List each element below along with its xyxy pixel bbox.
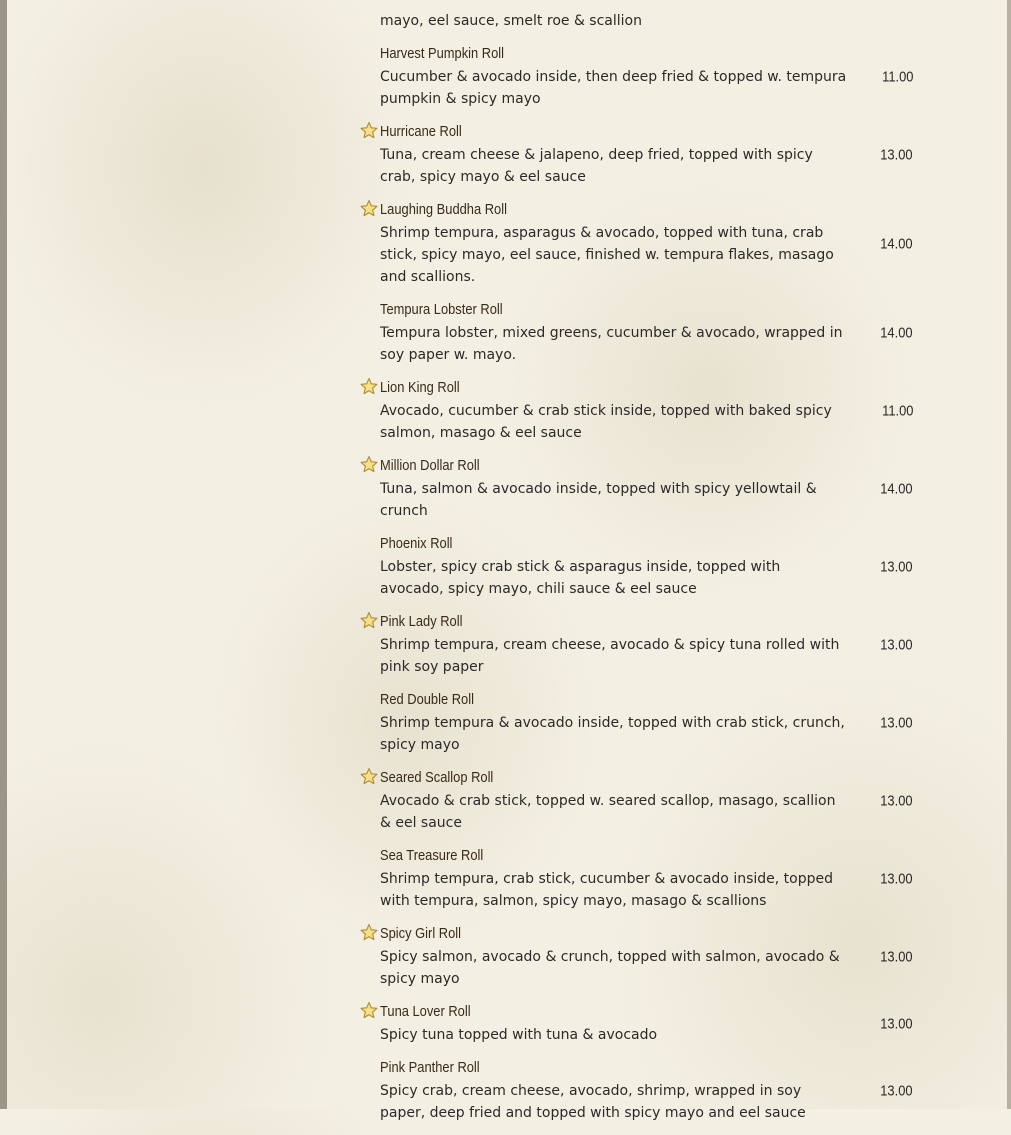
menu-item bbox=[357, 43, 917, 110]
menu-item-price: 13.00 bbox=[880, 558, 913, 575]
menu-item-price: 13.00 bbox=[880, 636, 913, 653]
star-icon bbox=[359, 121, 379, 140]
menu-item-price: 13.00 bbox=[880, 870, 913, 887]
menu-item-description: Shrimp tempura, crab stick, cucumber & avocado inside, topped with tempura, salmon, spicy mayo, masago & scallions bbox=[380, 871, 833, 909]
menu-item-name: Tempura Lobster Roll bbox=[380, 301, 503, 318]
menu-item-description: Tempura lobster, mixed greens, cucumber & avocado, wrapped in soy paper w. mayo. bbox=[380, 325, 843, 363]
star-icon bbox=[359, 377, 379, 396]
menu-item bbox=[357, 533, 917, 600]
menu-item bbox=[357, 299, 917, 366]
menu-item bbox=[357, 121, 917, 188]
menu-item-description: Cucumber & avocado inside, then deep fried & topped w. tempura pumpkin & spicy mayo bbox=[380, 69, 847, 107]
star-icon bbox=[359, 199, 379, 218]
menu-item-name: Sea Treasure Roll bbox=[380, 847, 484, 864]
menu-item bbox=[357, 1001, 917, 1046]
menu-item-description: Avocado, cucumber & crab stick inside, topped with baked spicy salmon, masago & eel sauce bbox=[380, 403, 832, 441]
menu-item bbox=[357, 689, 917, 756]
menu-item bbox=[357, 923, 917, 990]
star-icon bbox=[359, 1001, 379, 1020]
menu-item-price: 11.00 bbox=[881, 402, 913, 419]
menu-item-description: mayo, eel sauce, smelt roe & scallion bbox=[380, 13, 642, 29]
menu-item-name: Spicy Girl Roll bbox=[380, 925, 462, 942]
menu-item-price: 14.00 bbox=[880, 480, 913, 497]
menu-item-description: Spicy crab, cream cheese, avocado, shrimp, wrapped in soy paper, deep fried and topped with spicy mayo and eel sauce bbox=[380, 1083, 806, 1121]
menu-item-price: 13.00 bbox=[880, 792, 913, 809]
menu-item bbox=[357, 767, 917, 834]
menu-item bbox=[357, 0, 917, 32]
menu-item-price: 14.00 bbox=[880, 235, 913, 252]
star-icon bbox=[359, 923, 379, 942]
menu-item bbox=[357, 1057, 917, 1124]
special-rolls-menu bbox=[357, 0, 917, 1135]
menu-item-name: Pink Lady Roll bbox=[380, 613, 463, 630]
star-icon bbox=[359, 455, 379, 474]
menu-item-price: 13.00 bbox=[880, 714, 913, 731]
menu-item-name: Seared Scallop Roll bbox=[380, 769, 494, 786]
menu-item bbox=[357, 455, 917, 522]
menu-item-description: Shrimp tempura & avocado inside, topped with crab stick, crunch, spicy mayo bbox=[380, 715, 845, 753]
menu-item bbox=[357, 199, 917, 288]
menu-item-name: Million Dollar Roll bbox=[380, 457, 480, 474]
menu-item bbox=[357, 611, 917, 678]
menu-item-description: Lobster, spicy crab stick & asparagus inside, topped with avocado, spicy mayo, chili sauce & eel sauce bbox=[380, 559, 781, 597]
menu-item-description: Tuna, cream cheese & jalapeno, deep fried, topped with spicy crab, spicy mayo & eel sauce bbox=[380, 147, 813, 185]
menu-item-description: Avocado & crab stick, topped w. seared scallop, masago, scallion & eel sauce bbox=[380, 793, 836, 831]
menu-item-name: Laughing Buddha Roll bbox=[380, 201, 507, 218]
star-icon bbox=[359, 611, 379, 630]
menu-item-price: 14.00 bbox=[880, 324, 913, 341]
menu-item-price: 11.00 bbox=[881, 68, 913, 85]
menu-item-price: 13.00 bbox=[880, 1082, 913, 1099]
menu-item-name bbox=[380, 0, 782, 9]
menu-item bbox=[357, 845, 917, 912]
menu-item-price: 13.00 bbox=[880, 146, 913, 163]
menu-item-name: Pink Panther Roll bbox=[380, 1059, 480, 1076]
menu-item-description: Shrimp tempura, cream cheese, avocado & spicy tuna rolled with pink soy paper bbox=[380, 637, 840, 675]
menu-item-description: Tuna, salmon & avocado inside, topped with spicy yellowtail & crunch bbox=[380, 481, 817, 519]
menu-item-price: 13.00 bbox=[880, 948, 913, 965]
menu-item-name: Lion King Roll bbox=[380, 379, 460, 396]
page-left-edge bbox=[0, 0, 7, 1109]
menu-item bbox=[357, 377, 917, 444]
menu-item-price: 13.00 bbox=[880, 1015, 913, 1032]
page-right-edge bbox=[1007, 0, 1011, 1109]
menu-item-name: Harvest Pumpkin Roll bbox=[380, 45, 505, 62]
star-icon bbox=[359, 767, 379, 786]
menu-item-description: Shrimp tempura, asparagus & avocado, topped with tuna, crab stick, spicy mayo, eel sauce, finished w. tempura flakes, masago and scallions. bbox=[380, 225, 834, 285]
menu-item-name: Tuna Lover Roll bbox=[380, 1003, 471, 1020]
menu-item-description: Spicy salmon, avocado & crunch, topped with salmon, avocado & spicy mayo bbox=[380, 949, 840, 987]
menu-item-name: Red Double Roll bbox=[380, 691, 474, 708]
menu-item-name: Phoenix Roll bbox=[380, 535, 453, 552]
menu-item-name: Hurricane Roll bbox=[380, 123, 462, 140]
menu-item-description: Spicy tuna topped with tuna & avocado bbox=[380, 1027, 658, 1043]
